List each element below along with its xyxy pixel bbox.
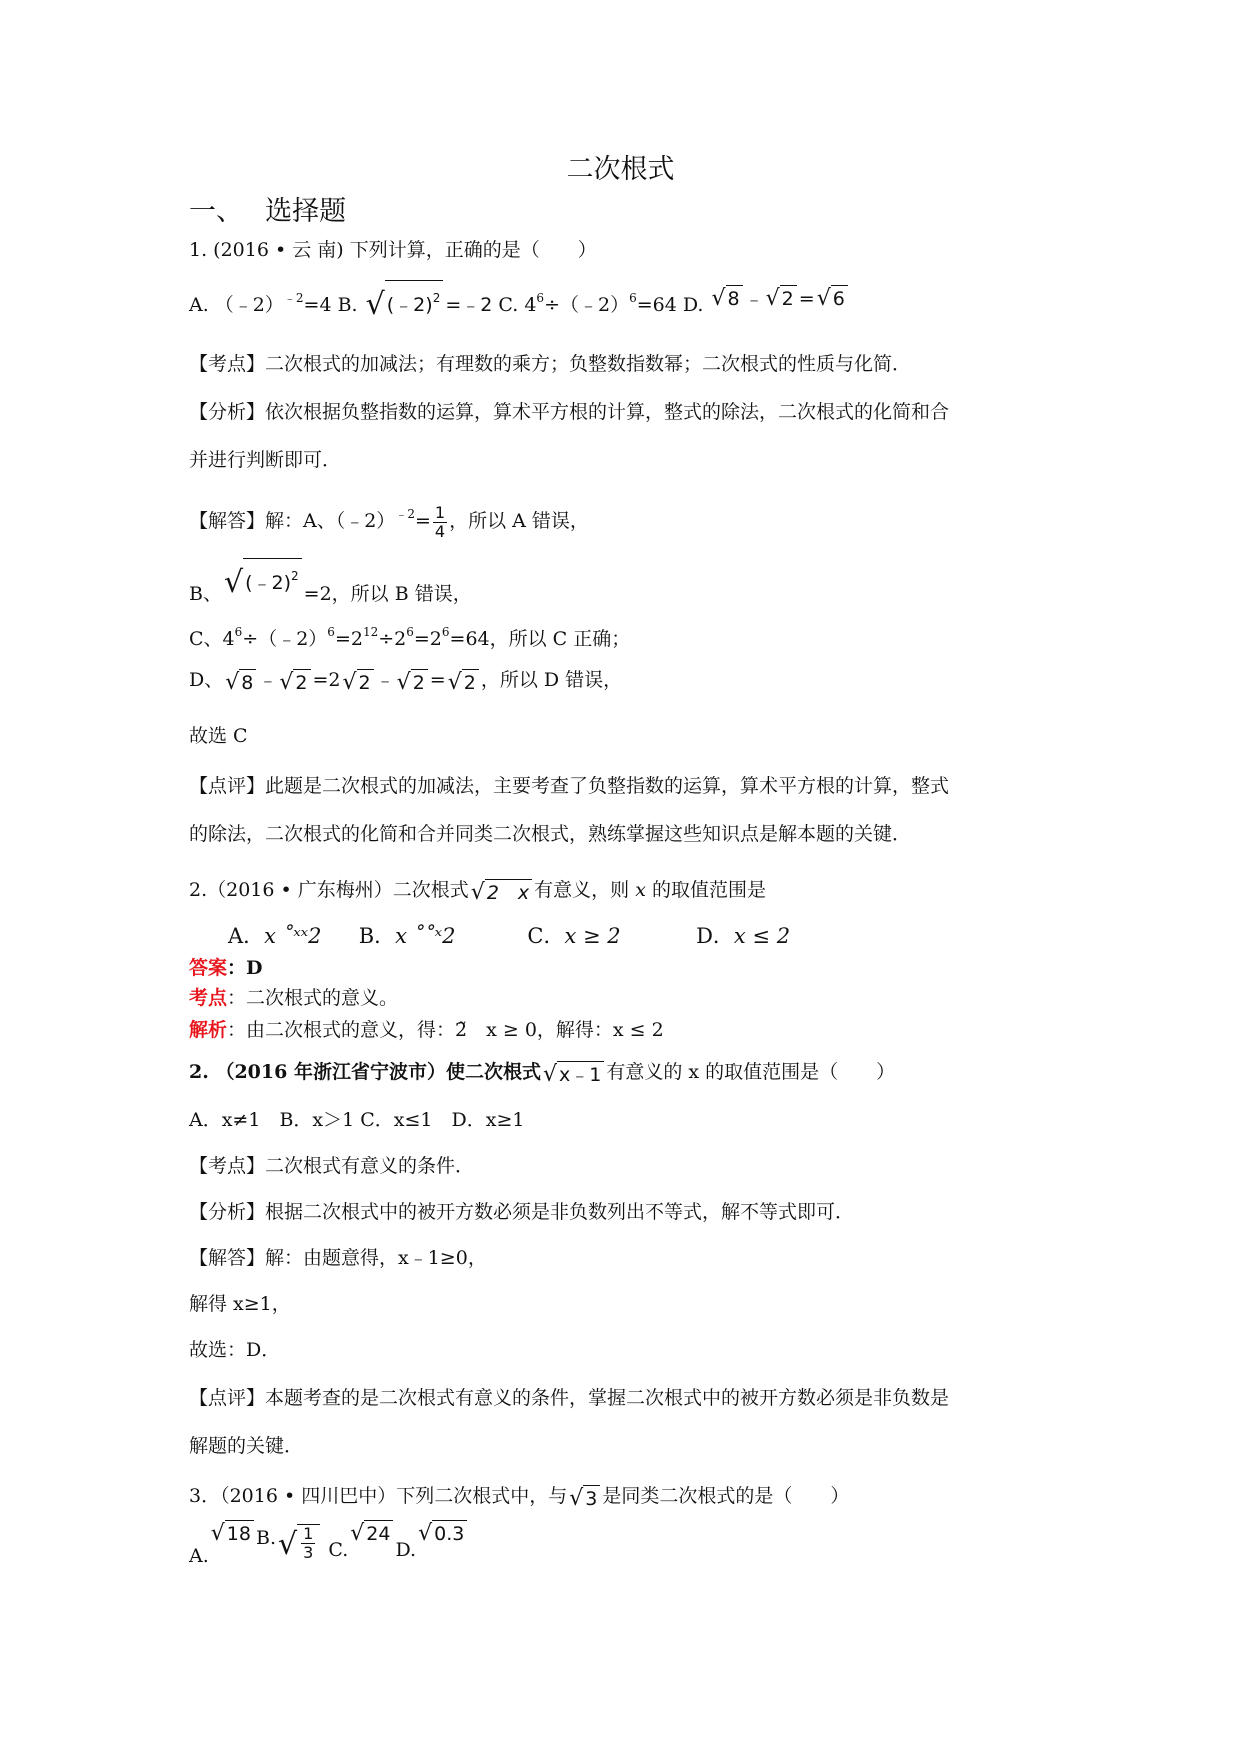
q2a-jiexi: 解析：由二次根式的意义，得：2̃ x ≥ 0，解得：x ≤ 2 (189, 1019, 664, 1041)
page-title: 二次根式 (566, 154, 675, 185)
q1-jieda-b: B、 √ (﹣2)$^2$ =2，所以 B 错误， (189, 558, 472, 608)
section-heading: 一、 选择题 (189, 196, 347, 227)
q1-options: A. （﹣2）$^{﹣2}$=4 B. √ (﹣2)$^2$ =﹣2 C. $4^6\div(﹣2)^6=64$ D. √ 8 ﹣ √ 2 = √ 6 (189, 280, 850, 322)
q3-stem: 3．（2016 • 四川巴中）下列二次根式中，与 √ 3 是同类二次根式的是（ ） (189, 1485, 850, 1511)
q1-jieda-d: D、 √ 8 ﹣ √ 2 =2 √ 2 ﹣ √ 2 = √ 2 ，所以 D 错误， (189, 669, 623, 695)
q2b-jiede: 解得 x≥1， (189, 1293, 291, 1315)
q2b-guxuan: 故选：D． (189, 1339, 281, 1361)
q2a-answer: 答案：D (189, 957, 263, 979)
q1-fenxi-line2: 并进行判断即可． (189, 449, 342, 471)
q2b-fenxi: 【分析】根据二次根式中的被开方数必须是非负数列出不等式，解不等式即可． (189, 1201, 855, 1223)
q2b-dianping-line2: 解题的关键． (189, 1435, 304, 1457)
q1-jieda-a: 【解答】解：A、（﹣2）$^{﹣2}$= $\frac{1}{4}$ ，所以 A 错误， (189, 502, 589, 541)
q1-fenxi-line1: 【分析】依次根据负整指数的运算，算术平方根的计算，整式的除法，二次根式的化简和合 (189, 401, 950, 423)
q2b-jieda: 【解答】解：由题意得，x﹣1≥0， (189, 1247, 487, 1269)
q3-options: A. √ 18 B. √ $\frac{1}{3}$ C. √ 24 D. √ 0.3 (189, 1520, 469, 1570)
q2b-dianping-line1: 【点评】本题考查的是二次根式有意义的条件，掌握二次根式中的被开方数必须是非负数是 (189, 1387, 950, 1409)
q2b-options: A．x≠1 B．x＞1 C．x≤1 D．x≥1 (189, 1109, 525, 1131)
q1-guxuan: 故选 C (189, 725, 248, 747)
q2a-options: A．x ˚ˣˣ2 B．x ˚˚ˣ2 C．x ≥ 2 D．x ≤ 2 (228, 924, 791, 948)
q1-dianping-line2: 的除法，二次根式的化简和合并同类二次根式，熟练掌握这些知识点是解本题的关键． (189, 823, 912, 845)
sqrt-symbol: √ (﹣2)$^2$ (366, 280, 444, 322)
q1-jieda-c: C、$4^6\div(﹣2)^6=2^{12}\div 2^6=2^6=64$，所以 C 正确； (189, 625, 631, 650)
q1-dianping-line1: 【点评】此题是二次根式的加减法，主要考查了负整指数的运算，算术平方根的计算，整式 (189, 775, 950, 797)
q2a-stem: 2.（2016 • 广东梅州）二次根式 √ 2 x 有意义，则 x 的取值范围是 (189, 879, 766, 905)
q2b-stem: 2. （2016 年浙江省宁波市）使二次根式 √ x﹣1 有意义的 x 的取值范围是（ ） (189, 1061, 896, 1087)
q1-stem: 1. (2016 • 云 南) 下列计算，正确的是（ ） (189, 239, 597, 261)
q2b-kaodian: 【考点】二次根式有意义的条件． (189, 1155, 475, 1177)
q1-kaodian: 【考点】二次根式的加减法；有理数的乘方；负整数指数幂；二次根式的性质与化简． (189, 353, 912, 375)
q2a-kaodian: 考点：二次根式的意义。 (189, 987, 399, 1009)
